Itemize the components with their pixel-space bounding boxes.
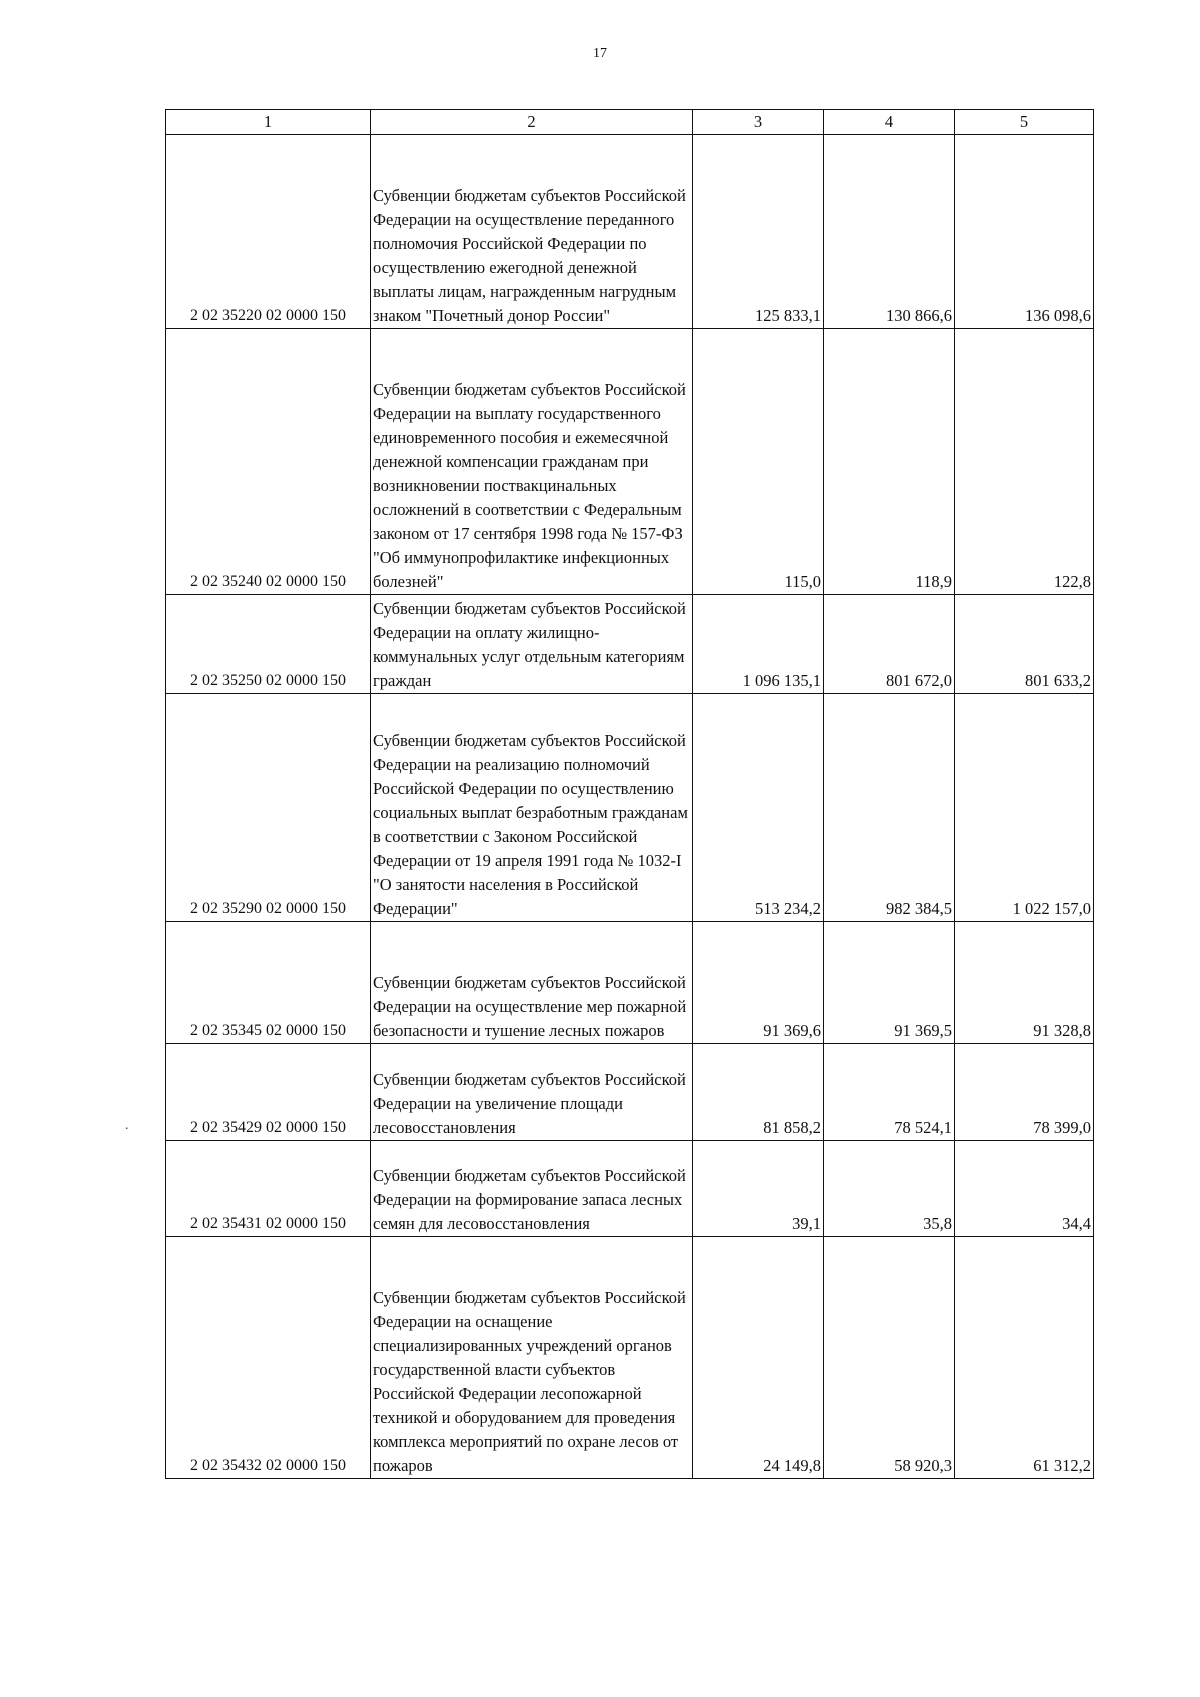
table-row [166, 135, 1094, 329]
budget-code: 2 02 35345 02 0000 150 [166, 922, 371, 1044]
table-row [166, 595, 1094, 694]
value-col5: 122,8 [955, 329, 1094, 595]
row-description: Субвенции бюджетам субъектов Российской Федерации на формирование запаса лесных семян для лесовосстановления [371, 1141, 693, 1237]
value-col3: 91 369,6 [693, 922, 824, 1044]
value-col3: 1 096 135,1 [693, 595, 824, 694]
value-col3: 115,0 [693, 329, 824, 595]
value-col5: 34,4 [955, 1141, 1094, 1237]
value-col4: 91 369,5 [824, 922, 955, 1044]
row-description: Субвенции бюджетам субъектов Российской Федерации на осуществление мер пожарной безопасности и тушение лесных пожаров [371, 922, 693, 1044]
table-row [166, 694, 1094, 922]
value-col5: 61 312,2 [955, 1237, 1094, 1479]
budget-code: 2 02 35290 02 0000 150 [166, 694, 371, 922]
value-col5: 801 633,2 [955, 595, 1094, 694]
row-description: Субвенции бюджетам субъектов Российской Федерации на выплату государственного единовременного пособия и ежемесячной денежной компенсации гражданам при возникновении поствакцинальных осложнений в соответствии с Федеральным законом от 17 сентября 1998 года № 157-ФЗ "Об иммунопрофилактике инфекционных болезней" [371, 329, 693, 595]
row-description: Субвенции бюджетам субъектов Российской Федерации на реализацию полномочий Российской Федерации по осуществлению социальных выплат безработным гражданам в соответствии с Законом Российской Федерации от 19 апреля 1991 года № 1032-I "О занятости населения в Российской Федерации" [371, 694, 693, 922]
page-number: 17 [593, 46, 607, 61]
row-description: Субвенции бюджетам субъектов Российской Федерации на увеличение площади лесовосстановления [371, 1044, 693, 1141]
budget-code: 2 02 35429 02 0000 150 [166, 1044, 371, 1141]
table-row [166, 922, 1094, 1044]
row-description: Субвенции бюджетам субъектов Российской Федерации на оплату жилищно-коммунальных услуг отдельным категориям граждан [371, 595, 693, 694]
value-col4: 58 920,3 [824, 1237, 955, 1479]
value-col5: 78 399,0 [955, 1044, 1094, 1141]
column-header: 4 [824, 110, 955, 135]
value-col4: 130 866,6 [824, 135, 955, 329]
value-col3: 39,1 [693, 1141, 824, 1237]
row-description: Субвенции бюджетам субъектов Российской Федерации на оснащение специализированных учреждений органов государственной власти субъектов Российской Федерации лесопожарной техникой и оборудованием для проведения комплекса мероприятий по охране лесов от пожаров [371, 1237, 693, 1479]
value-col3: 81 858,2 [693, 1044, 824, 1141]
value-col5: 136 098,6 [955, 135, 1094, 329]
value-col3: 125 833,1 [693, 135, 824, 329]
table-row [166, 1237, 1094, 1479]
value-col4: 78 524,1 [824, 1044, 955, 1141]
column-header: 5 [955, 110, 1094, 135]
value-col3: 24 149,8 [693, 1237, 824, 1479]
table-row [166, 329, 1094, 595]
table-row [166, 1044, 1094, 1141]
value-col3: 513 234,2 [693, 694, 824, 922]
budget-table [165, 109, 1094, 1479]
header-row [166, 110, 1094, 135]
value-col4: 118,9 [824, 329, 955, 595]
column-header: 2 [371, 110, 693, 135]
row-description: Субвенции бюджетам субъектов Российской Федерации на осуществление переданного полномочия Российской Федерации по осуществлению ежегодной денежной выплаты лицам, награжденным нагрудным знаком "Почетный донор России" [371, 135, 693, 329]
value-col4: 35,8 [824, 1141, 955, 1237]
value-col5: 1 022 157,0 [955, 694, 1094, 922]
budget-code: 2 02 35220 02 0000 150 [166, 135, 371, 329]
column-header: 1 [166, 110, 371, 135]
column-header: 3 [693, 110, 824, 135]
value-col4: 801 672,0 [824, 595, 955, 694]
scan-artifact: . [125, 1118, 129, 1133]
budget-code: 2 02 35250 02 0000 150 [166, 595, 371, 694]
budget-code: 2 02 35432 02 0000 150 [166, 1237, 371, 1479]
budget-code: 2 02 35431 02 0000 150 [166, 1141, 371, 1237]
budget-code: 2 02 35240 02 0000 150 [166, 329, 371, 595]
table-row [166, 1141, 1094, 1237]
value-col5: 91 328,8 [955, 922, 1094, 1044]
value-col4: 982 384,5 [824, 694, 955, 922]
